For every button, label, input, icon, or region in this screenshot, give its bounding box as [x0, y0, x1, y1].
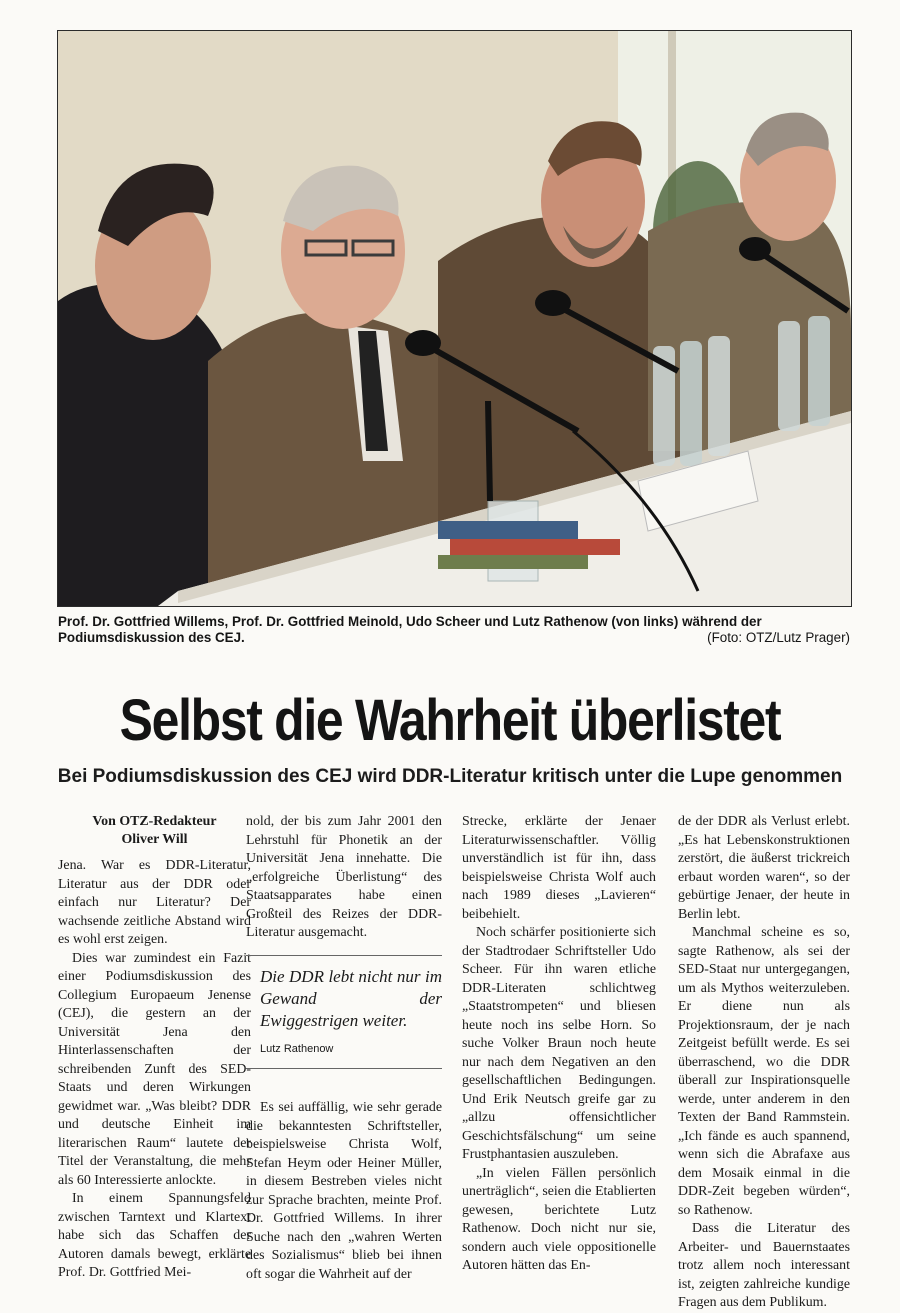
- photo-caption: [58, 614, 850, 646]
- photo-illustration: [58, 31, 851, 606]
- caption-text: Prof. Dr. Gottfried Willems, Prof. Dr. Gottfried Meinold, Udo Scheer und Lutz Rathenow (von links) während der Podiumsdiskussion des CEJ.: [58, 614, 762, 645]
- paragraph: Es sei auffällig, wie sehr gerade die bekanntesten Schriftsteller, beispielsweise Christa Wolf, Stefan Heym oder Heiner Müller, in diesem Bestreben vieles nicht zur Sprache brachten, meinte Prof. Dr. Gottfried Willems. In ihrer Suche nach den „wahren Werten des Sozialismus“ blieb bei ihnen oft sogar die Wahrheit auf der: [246, 1100, 442, 1282]
- article-column-1: [58, 813, 251, 1283]
- subheadline: Bei Podiumsdiskussion des CEJ wird DDR-Literatur kritisch unter die Lupe genommen: [57, 766, 843, 787]
- paragraph: Jena. War es DDR-Literatur, Literatur aus der DDR oder einfach nur Literatur? Der wachsende zeitliche Abstand wird es wohl erst zeigen.: [58, 858, 251, 947]
- paragraph: „In vielen Fällen persönlich unerträglich“, seien die Etablierten gewesen, berichtete Lutz Rathenow. Doch nicht nur sie, sondern auch viele oppositionelle Autoren hätten das En-: [462, 1165, 656, 1273]
- byline-author: Oliver Will: [121, 832, 188, 847]
- paragraph: Dass die Literatur des Arbeiter- und Bauernstaates trotz allem noch interessant ist, zeigten zahlreiche kundige Fragen aus dem Publikum.: [678, 1221, 850, 1310]
- pull-quote-author: Lutz Rathenow: [260, 1042, 334, 1055]
- paragraph: Strecke, erklärte der Jenaer Literaturwissenschaftler. Völlig unverständlich ist für ihn, dass beispielsweise Christa Wolf auch nach 1989 dieses „Lavieren“ beibehielt.: [462, 814, 656, 922]
- paragraph: In einem Spannungsfeld zwischen Tarntext und Klartext habe sich das Schaffen der Autoren damals bewegt, erklärte Prof. Dr. Gottfried Mei-: [58, 1191, 251, 1280]
- pull-quote: [246, 955, 442, 1070]
- headline: Selbst die Wahrheit überlistet: [119, 688, 781, 753]
- paragraph: de der DDR als Verlust erlebt. „Es hat Lebenskonstruktionen zerstört, die äußerst trickreich erbaut worden waren“, so der gebürtige Jenaer, der heute in Berlin lebt.: [678, 814, 850, 922]
- article-column-3: [462, 813, 656, 1276]
- article-column-2: [246, 813, 442, 1284]
- paragraph: nold, der bis zum Jahr 2001 den Lehrstuhl für Phonetik an der Universität Jena innehatte. Die „erfolgreiche Überlistung“ des Staatsapparates habe einen Großteil des Reizes der DDR-Literatur ausgemacht.: [246, 814, 442, 940]
- paragraph: Manchmal scheine es so, sagte Rathenow, als sei der SED-Staat nur untergegangen, um als Mythos weiterzuleben. Er diene nun als Projektionsraum, der je nach Zeitgeist befüllt werde. Es sei überraschend, wo die DDR überall zur Inspirationsquelle werde, unter anderem in den Texten der Band Rammstein. „Ich fände es auch spannend, wenn sich die Abrafaxe aus dem Mosaik einmal in die DDR-Zeit begeben würden“, so Rathenow.: [678, 925, 850, 1218]
- article-photo: [57, 30, 852, 607]
- paragraph: Noch schärfer positionierte sich der Stadtrodaer Schriftsteller Udo Scheer. Für ihn waren etliche DDR-Literaten schlichtweg „Staatstrompeten“ und bliesen heute noch ins selbe Horn. So suche Volker Braun noch heute nur nach dem Negativen an den gesellschaftlichen Bedingungen. Und Erik Neutsch greife gar zu „allzu offensichtlicher Geschichtsfälschung“ um seine Frustphantasien auszuleben.: [462, 925, 656, 1162]
- photo-credit: (Foto: OTZ/Lutz Prager): [707, 630, 850, 645]
- paragraph: Dies war zumindest ein Fazit einer Podiumsdiskussion des Collegium Europaeum Jenense (CEJ), die gestern an der Universität Jena den Hinterlassenschaften der schreibenden Zunft des SED-Staats und deren Wirkungen gewidmet war. „Was bleibt? DDR und deutsche Einheit im literarischen Raum“ lautete der Titel der Veranstaltung, die mehr als 60 Interessierte anlockte.: [58, 950, 251, 1188]
- byline-role: Von OTZ-Redakteur: [92, 814, 217, 829]
- byline: [58, 813, 251, 849]
- pull-quote-text: Die DDR lebt nicht nur im Gewand der Ewiggestrigen weiter.: [260, 966, 442, 1030]
- article-column-4: [678, 813, 850, 1313]
